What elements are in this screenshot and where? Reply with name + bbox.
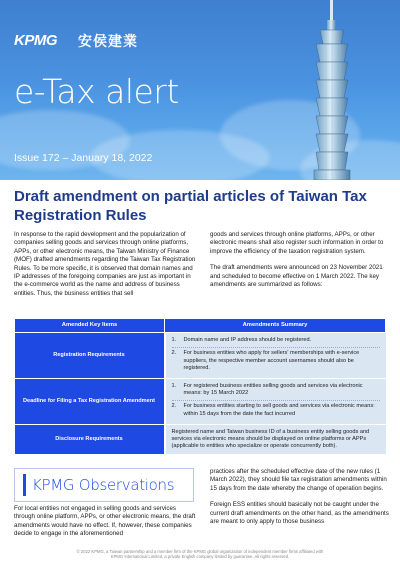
hero-banner xyxy=(0,0,400,180)
observations-paragraph: For local entities not engaged in selling goods and services through online platform, APPs, or other electronic means, the draft amendments would have no effect. If, however, these companies decide to engage in the aforementioned xyxy=(14,505,196,538)
article-headline: Draft amendment on partial articles of Taiwan Tax Registration Rules xyxy=(14,188,367,224)
amendments-table xyxy=(14,318,386,454)
divider xyxy=(172,347,380,348)
table-key-cell: Registration Requirements xyxy=(15,333,165,379)
accent-bar xyxy=(23,474,26,496)
observations-heading-box xyxy=(14,468,194,502)
table-summary-cell xyxy=(165,379,386,425)
table-summary-cell: Registered name and Taiwan business ID of a business entity selling goods and services via electronic means should be displayed on online platforms or APPs (applicable to entities who specialize or operate concurrently both). xyxy=(165,424,386,454)
table-key-cell: Deadline for Filing a Tax Registration Amendment xyxy=(15,379,165,425)
observations-right-column xyxy=(210,468,390,534)
intro-right-column xyxy=(210,231,390,297)
observations-left-column xyxy=(14,505,196,547)
observations-title: KPMG Observations xyxy=(32,476,175,494)
table-key-cell: Disclosure Requirements xyxy=(15,424,165,454)
list-item: 1. Domain name and IP address should be registered. xyxy=(171,337,312,344)
intro-paragraph: goods and services through online platforms, APPs, or other electronic means shall also register such information in order to improve the efficiency of the taxation registration system. xyxy=(210,231,384,255)
divider xyxy=(172,400,380,401)
table-summary-cell xyxy=(165,333,386,379)
publication-title: e-Tax alert xyxy=(14,72,179,111)
list-item: 2. For business entities starting to sell goods and services via electronic means: within 15 days from the date the fact incurred xyxy=(171,403,375,417)
issue-date: Issue 172 – January 18, 2022 xyxy=(14,152,153,164)
table-header-key-items: Amended Key Items xyxy=(15,319,165,333)
table-row xyxy=(15,424,386,454)
observations-paragraph: practices after the scheduled effective date of the new rules (1 March 2022), they should file tax registration amendments within 15 days from the date whereby the change of operation begins. xyxy=(210,468,387,492)
list-item: 2. For business entities who apply for sellers' memberships with e-service suppliers, the respective member account usernames should also be registered. xyxy=(171,350,360,371)
intro-paragraph: In response to the rapid development and the popularization of companies selling goods and services through online platforms, APPs, or other electronic means, the Taiwan Ministry of Finance (MOF) drafted amendments regarding the Taiwan Tax Registration Rules. To be more specific, it is observed that domain names and IP addresses of the foregoing companies are just as important in the e-commerce world as the name and address of business entities. Thus, the business entities that sell xyxy=(14,231,196,297)
kpmg-chinese-logo: 安侯建業 xyxy=(78,34,138,50)
table-header-row xyxy=(15,319,386,333)
table-row xyxy=(15,333,386,379)
table-row xyxy=(15,379,386,425)
intro-paragraph: The draft amendments were announced on 23 November 2021 and scheduled to become effective on 1 March 2022. The key amendments are summarized as follows: xyxy=(210,264,383,289)
copyright-footer: © 2022 KPMG, a Taiwan partnership and a member firm of the KPMG global organization of independent member firms affiliated with KPMG International Limited, a private English company limited by guarantee. All rights reserved. xyxy=(76,549,324,560)
intro-left-column xyxy=(14,231,196,306)
list-item: 1. For registered business entities selling goods and services via electronic means: by 15 March 2022 xyxy=(171,383,363,397)
taipei-101-tower-image xyxy=(272,0,392,180)
kpmg-logo[interactable]: KPMG xyxy=(14,32,57,49)
table-header-summary: Amendments Summary xyxy=(165,319,386,333)
observations-paragraph: Foreign ESS entities should basically not be caught under the current draft amendments on the other hand, as the amendments are meant to only apply to those business xyxy=(210,501,389,526)
